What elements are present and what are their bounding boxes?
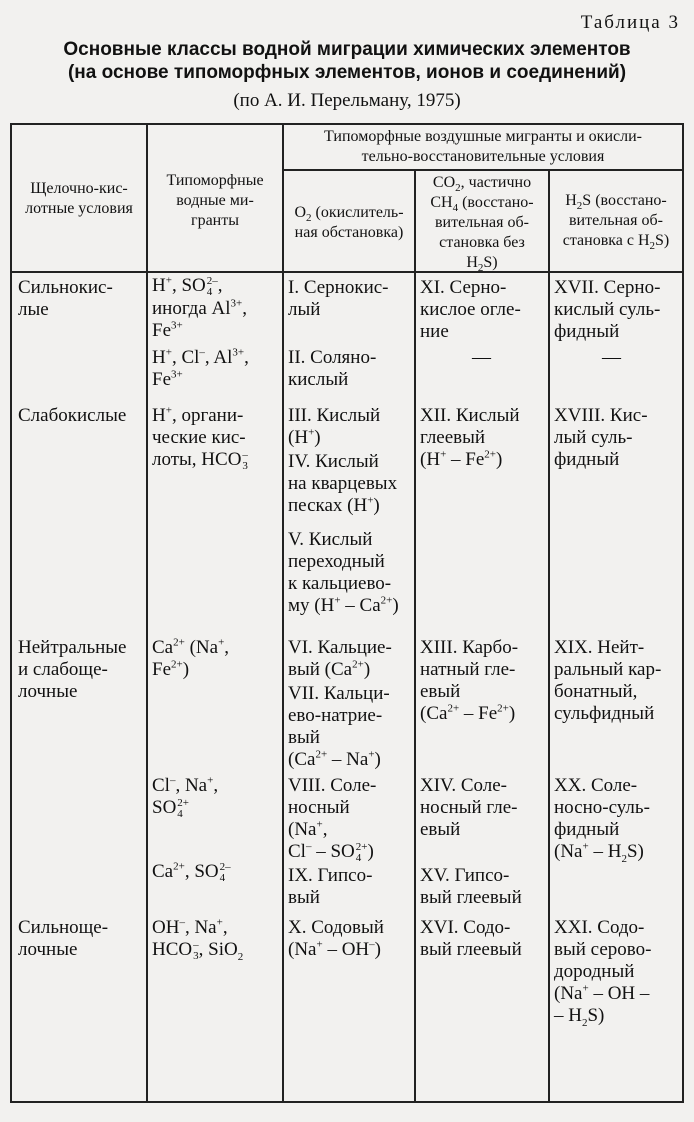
class-III: III. Кислый (H+) bbox=[288, 405, 381, 448]
class-co2-dash-1: — bbox=[472, 347, 491, 368]
class-XVIII: XVIII. Кис- лый суль- фидный bbox=[554, 405, 648, 470]
cond-strongly-acidic: Сильнокис- лые bbox=[18, 277, 113, 320]
header-rule bbox=[12, 271, 682, 273]
class-XVI: XVI. Содо- вый глеевый bbox=[420, 917, 522, 960]
class-II: II. Соляно- кислый bbox=[288, 347, 377, 390]
class-XX: XX. Соле- носно-суль- фидный $(Na^+ - H_2S)$ bbox=[554, 775, 650, 865]
table-title bbox=[0, 38, 694, 84]
header-co2: $CO_2$, частично $CH_4$ (восстано- вительная об- становка без $H_2S$) bbox=[430, 174, 534, 275]
migrants-neutral-3: $Ca^{2+}$, SO 2– 4 bbox=[152, 860, 231, 884]
class-XII: XII. Кислый глеевый $(H^+ - Fe^{2+})$ bbox=[420, 405, 520, 470]
class-XVII: XVII. Серно- кислый суль- фидный bbox=[554, 277, 661, 342]
class-XIV: XIV. Соле- носный гле- евый bbox=[420, 775, 518, 840]
col-rule-4 bbox=[548, 170, 550, 1101]
header-h2s: $H_2S$ (восстано- вительная об- становка с $H_2S$) bbox=[562, 192, 670, 253]
header-o2: $O_2$ (окислитель- ная обстановка) bbox=[294, 204, 404, 241]
class-XIII: XIII. Карбо- натный гле- евый $(Ca^{2+} - Fe^{2+})$ bbox=[420, 637, 519, 724]
table-number: Таблица 3 bbox=[580, 12, 680, 33]
class-V: V. Кислый переходный к кальциево- му $(H^+ - Ca^{2+})$ bbox=[288, 529, 399, 616]
header-acid-base: Щелочно-кис- лотные условия bbox=[25, 180, 133, 217]
title-line-2: (на основе типоморфных элементов, ионов и соединений) bbox=[67, 62, 627, 83]
col-rule-3 bbox=[414, 170, 416, 1101]
title-line-1: Основные классы водной миграции химических элементов bbox=[63, 39, 631, 60]
class-VIII: VIII. Соле- носный (Na+, Cl– – SO 2+ 4 ) bbox=[288, 775, 377, 864]
class-IX: IX. Гипсо- вый bbox=[288, 865, 373, 908]
class-XIX: XIX. Нейт- ральный кар- бонатный, сульфидный bbox=[554, 637, 662, 724]
class-X: X. Содовый (Na+ – OH–) bbox=[288, 917, 384, 960]
class-I: I. Сернокис- лый bbox=[288, 277, 389, 320]
migrants-weakly-acidic: H+, органи- ческие кис- лоты, HCO – 3 bbox=[152, 404, 248, 472]
cond-strongly-alkaline: Сильноще- лочные bbox=[18, 917, 109, 960]
header-water-migrants: Типоморфные водные ми- гранты bbox=[166, 172, 264, 229]
classification-table bbox=[10, 123, 684, 1103]
class-XI: XI. Серно- кислое огле- ние bbox=[420, 277, 521, 342]
cond-weakly-acidic: Слабокислые bbox=[18, 405, 127, 426]
cond-neutral: Нейтральные и слабоще- лочные bbox=[18, 637, 127, 702]
class-VII: VII. Кальци- ево-натрие- вый $(Ca^{2+} - Na^+)$ bbox=[288, 683, 390, 770]
class-XXI: XXI. Содо- вый серово- дородный (Na+ – OH – – $H_2S$) bbox=[554, 917, 652, 1029]
class-h2s-dash-1: — bbox=[602, 347, 621, 368]
group-rule bbox=[282, 169, 682, 171]
migrants-strongly-alkaline: OH–, Na+, HCO – 3 , SiO$_2$ bbox=[152, 916, 244, 963]
table-source: (по А. И. Перельману, 1975) bbox=[233, 90, 461, 111]
class-XV: XV. Гипсо- вый глеевый bbox=[420, 865, 522, 908]
migrants-strongly-acidic-2: H+, Cl–, $Al^{3+}$, $Fe^{3+}$ bbox=[152, 346, 249, 390]
header-air-migrants: Типоморфные воздушные мигранты и окисли- тельно-восстановительные условия bbox=[324, 128, 642, 165]
class-IV: IV. Кислый на кварцевых песках (H+) bbox=[288, 451, 398, 516]
migrants-neutral-1: $Ca^{2+}$ (Na+, $Fe^{2+}$) bbox=[152, 636, 230, 680]
class-VI: VI. Кальцие- вый $(Ca^{2+})$ bbox=[288, 637, 392, 680]
migrants-strongly-acidic-1: H+, SO 2– 4 , иногда $Al^{3+}$, $Fe^{3+}$ bbox=[152, 274, 248, 341]
migrants-neutral-2: Cl–, Na+, SO 2+ 4 bbox=[152, 774, 219, 820]
